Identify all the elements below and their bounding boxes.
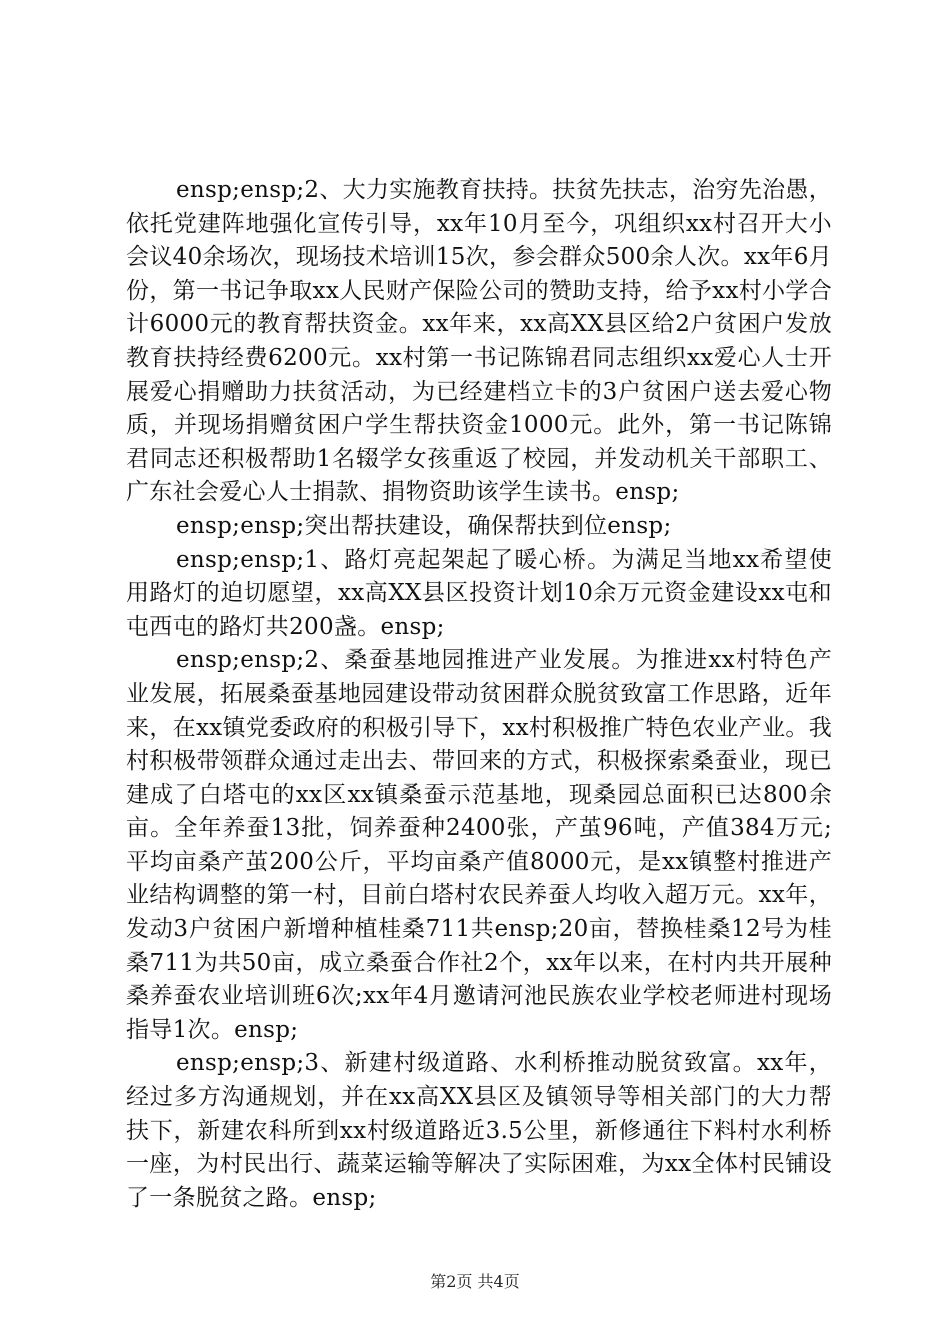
paragraph-sericulture-base: ensp;ensp;2、桑蚕基地园推进产业发展。为推进xx村特色产业发展，拓展桑蚕基地园建设带动贫困群众脱贫致富工作思路，近年来，在xx镇党委政府的积极引导下，xx村积极推广特色农业产业。我村积极带领群众通过走出去、带回来的方式，积极探索桑蚕业，现已建成了白塔屯的xx区xx镇桑蚕示范基地，现桑园总面积已达800余亩。全年养蚕13批，饲养蚕种2400张，产茧96吨，产值384万元;平均亩桑产茧200公斤，平均亩桑产值8000元，是xx镇整村推进产业结构调整的第一村，目前白塔村农民养蚕人均收入超万元。xx年，发动3户贫困户新增种植桂桑711共ensp;20亩，替换桂桑12号为桂桑711为共50亩，成立桑蚕合作社2个，xx年以来，在村内共开展种桑养蚕农业培训班6次;xx年4月邀请河池民族农业学校老师进村现场指导1次。ensp; bbox=[126, 647, 832, 1043]
paragraph-heading-construction: ensp;ensp;突出帮扶建设，确保帮扶到位ensp; bbox=[176, 512, 672, 539]
page-footer: 第2页 共4页 bbox=[430, 1272, 520, 1291]
paragraph-village-roads: ensp;ensp;3、新建村级道路、水利桥推动脱贫致富。xx年，经过多方沟通规划，并在xx高XX县区及镇领导等相关部门的大力帮扶下，新建农科所到xx村级道路近3.5公里，新修通往下料村水利桥一座，为村民出行、蔬菜运输等解决了实际困难，为xx全体村民铺设了一条脱贫之路。ensp; bbox=[126, 1050, 832, 1211]
document-body bbox=[126, 174, 832, 1215]
paragraph-street-lights: ensp;ensp;1、路灯亮起架起了暖心桥。为满足当地xx希望使用路灯的迫切愿望，xx高XX县区投资计划10余万元资金建设xx屯和屯西屯的路灯共200盏。ensp; bbox=[126, 546, 832, 640]
paragraph-education-support: ensp;ensp;2、大力实施教育扶持。扶贫先扶志，治穷先治愚，依托党建阵地强化宣传引导，xx年10月至今，巩组织xx村召开大小会议40余场次，现场技术培训15次，参会群众500余人次。xx年6月份，第一书记争取xx人民财产保险公司的赞助支持，给予xx村小学合计6000元的教育帮扶资金。xx年来，xx高XX县区给2户贫困户发放教育扶持经费6200元。xx村第一书记陈锦君同志组织xx爱心人士开展爱心捐赠助力扶贫活动，为已经建档立卡的3户贫困户送去爱心物质，并现场捐赠贫困户学生帮扶资金1000元。此外，第一书记陈锦君同志还积极帮助1名辍学女孩重返了校园，并发动机关干部职工、广东社会爱心人士捐款、捐物资助该学生读书。ensp; bbox=[126, 177, 832, 506]
